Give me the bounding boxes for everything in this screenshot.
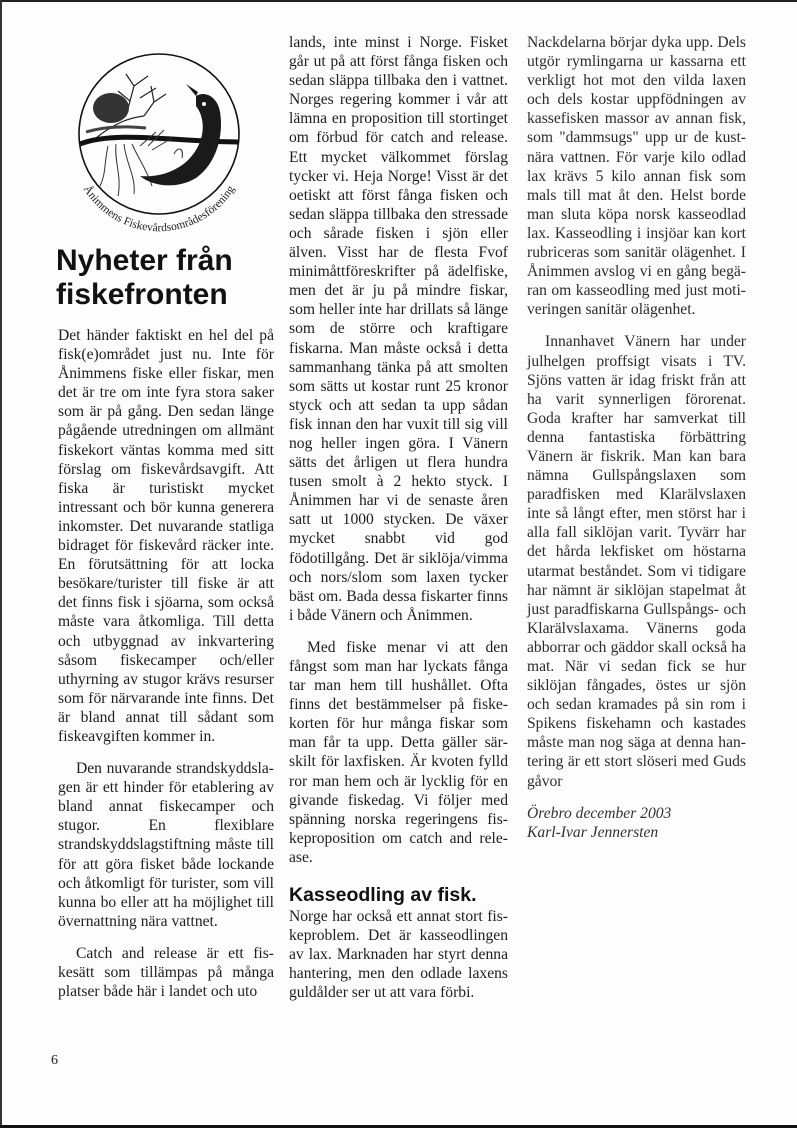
emblem-caption: Ånimmens Fiskevårdsområdesförening [80,183,238,235]
svg-text:Ånimmens Fiskevårdsområdesföre [81,182,237,234]
article-column-1 [58,326,274,1001]
paragraph: Innanhavet Vänern har under julhelgen proffsigt visats i TV. Sjöns vatten är idag friskt från att ha varit synnerligen förorenat. Goda krafter har samverkat till denna fantastiska förbättring Vänern är fiskrik. Man kan bara nämna Gullspångslaxen som paradfisken med Klarälvslaxen inte så långt efter, men störst har i alla fall siklöjan varit. Tyvärr har det hårda lekfisket om höstarna utarmat beståndet. Som vi tidigare har nämnt är siklöjan stapelmat åt just paradfiskarna Gullspångs- och Klarälvslaxama. Vänerns goda abborrar och gäddor skall också ha mat. När vi sedan fick se hur siklöjan fångades, östes ur sjön och sedan kramades på sin rom i Spikens fiskehamn och kastades måste man nog säga at denna hantering är ett stort slöseri med Guds gåvor [527,333,746,790]
paragraph: Nackdelarna börjar dyka upp. Dels utgör rymlingarna ur kassarna ett verkligt hot mot den vilda laxen och dels kostar uppfödningen av kassefisken massor av annan fisk, som "dammsugs" upp ur de kustnära vattnen. För varje kilo odlad lax krävs 5 kilo annan fisk som mals till mat åt den. Helst borde man sluta köpa norsk kasseodlad lax. Kasseodling i insjöar kan kort rubriceras som sanitär olägenhet. I Ånimmen avslog vi en gång begäran om kasseodling med just motiveringen sanitär olägenhet. [527,34,746,319]
paragraph: Den nuvarande strandskyddslagen är ett hinder för etablering av bland annat fiskecamper och stugor. En flexiblare strandskyddslagstiftning måste till för att göra fisket både lockande och åtkomligt för turister, som vill kunna bo eller att ha möjlighet till övernattning nära vattnet. [58,760,274,930]
article-headline [56,244,286,312]
signature-place-date: Örebro december 2003 [527,804,672,822]
article-column-3 [527,33,746,842]
paragraph: Norge har också ett annat stort fiskeproblem. Det är kasseodlingen av lax. Marknaden har styrt denna hantering, men den odlade laxens guldålder ser ut att vara förbi. [289,908,508,1002]
paragraph: Catch and release är ett fiskesätt som tillämpas på många platser både här i landet och uto [58,944,274,1001]
scan-edge-top [0,0,797,2]
paragraph: Med fiske menar vi att den fångst som man har lyckats fånga tar man hem till hushållet. Ofta finns det bestämmelser på fiskekorten för hur många fiskar som man får ta upp. Detta gäller särskilt för laxfisken. Är kvoten fylld ror man hem och är lycklig för en givande fiskedag. Vi följer med spänning norska regeringens fiskeproposition om catch and release. [289,638,508,866]
article-column-2 [289,33,508,1003]
pike-fish-emblem-icon [56,46,262,236]
paragraph: lands, inte minst i Norge. Fisket går ut på att först fånga fisken och sedan släppa tillbaka den i vattnet. Norges regering kommer i vår att lämna en proposition till stortinget om förbud för catch and release. Ett mycket välkommet förslag tycker vi. Heja Norge! Visst är det oetiskt att först fånga fisken och sedan släppa tillbaka den stressade och sårade fisken i sjön eller älven. Visst har de flesta Fvof minimåttföreskrifter på ädelfiske, men det är ju på mindre fiskar, som heller inte har drillats så länge som de större och kraftigare fiskarna. Man måste också i detta sammanhang tänka på att smolten som sätts ut kostar runt 25 kronor styck och att sedan ta upp sådan fisk innan den har vuxit till sig vill nog heller ingen göra. I Vänern sätts det årligen ut flera hundra tusen smolt à 2 hekto styck. I Ånimmen har vi de senaste åren satt ut 1000 stycken. De växer mycket snabbt vid god födotillgång. Det är siklöja/vimma och nors/slom som laxen tycker bäst om. Bada dessa fiskarter finns i både Vänern och Ånimmen. [289,34,508,624]
headline-line-1: Nyheter från [56,244,233,277]
headline-line-2: fiskefronten [56,278,228,311]
signature-author: Karl-Ivar Jennersten [527,823,659,841]
page-number: 6 [51,1053,58,1068]
paragraph: Det händer faktiskt en hel del på fisk(e)området just nu. Inte för Ånimmens fiske eller fiskar, men det är tre om inte fyra stora saker som är på gång. Den sedan länge pågående utredningen om allmänt fiskekort väntas komma med sitt förslag om fiskevårdsavgift. Att fiska är turistiskt mycket intressant och bör kunna generera inkomster. Det nuvarande statliga bidraget för fiskevård räcker inte. En förutsättning för att locka besökare/​turister till fiske är att det finns fisk i sjöarna, som också måste vara åtkomliga. Till detta och utbyggnad av inkvartering såsom fiskecamper och/eller uthyrning av stugor krävs resurser som för närvarande inte finns. Det är bland annat till sådant som fiskeavgiften kommer in. [58,327,274,745]
scan-edge-left [0,0,2,1128]
subheading: Kasseodling av fisk. [289,884,477,907]
